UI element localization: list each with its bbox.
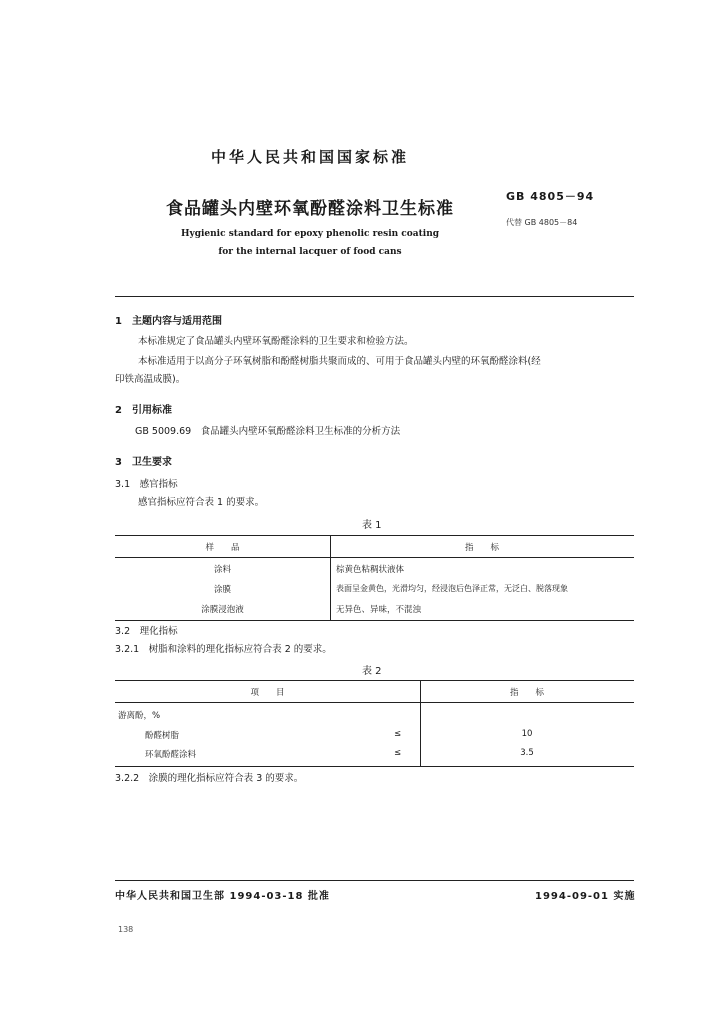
table-1-row-2-index: 表面呈金黄色，光滑均匀，经浸泡后色泽正常，无泛白、脱落现象: [336, 584, 568, 593]
page-number: 138: [118, 925, 134, 934]
section-3-heading: 3 卫生要求: [115, 457, 172, 468]
table-2-header-item: 项 目: [250, 688, 285, 698]
table-2-caption: 表 2: [362, 666, 382, 677]
table-1-header-rule: [115, 557, 634, 558]
table-1-header-index: 指 标: [464, 543, 499, 553]
nation-standard-heading: 中华人民共和国国家标准: [210, 148, 409, 166]
section-3-1-text: 感官指标应符合表 1 的要求。: [138, 497, 265, 508]
section-3-1-heading: 3.1 感官指标: [115, 479, 178, 490]
table-2-bottom-rule: [115, 766, 634, 767]
section-1-paragraph-2b: 印铁高温成膜)。: [115, 374, 186, 385]
effective-date-line: 1994-09-01 实施: [535, 891, 636, 902]
section-1-heading: 1 主题内容与适用范围: [115, 316, 222, 327]
approval-line: 中华人民共和国卫生部 1994-03-18 批准: [115, 891, 330, 902]
section-3-2-1-text: 3.2.1 树脂和涂料的理化指标应符合表 2 的要求。: [115, 644, 332, 655]
table-2-header-rule: [115, 702, 634, 703]
table-1-row-2-sample: 涂膜: [213, 585, 231, 595]
section-1-paragraph-1: 本标准规定了食品罐头内壁环氧酚醛涂料的卫生要求和检验方法。: [138, 336, 414, 347]
section-3-2-2-text: 3.2.2 涂膜的理化指标应符合表 3 的要求。: [115, 773, 304, 784]
table-2-row-1-operator: ≤: [394, 729, 402, 739]
table-1-row-3-index: 无异色、异味，不混浊: [336, 605, 422, 615]
standard-title-cn: 食品罐头内壁环氧酚醛涂料卫生标准: [166, 199, 454, 219]
table-1-bottom-rule: [115, 620, 634, 621]
footer-divider: [115, 880, 634, 881]
table-2-row-2-operator: ≤: [394, 748, 402, 758]
section-2-reference: GB 5009.69 食品罐头内壁环氧酚醛涂料卫生标准的分析方法: [135, 426, 401, 437]
table-1-header-sample: 样 品: [205, 543, 240, 553]
table-2-row-1-item: 酚醛树脂: [145, 731, 180, 741]
table-2-header-index: 指 标: [509, 688, 544, 698]
header-divider: [115, 296, 634, 297]
table-2-row-1-value: 10: [521, 729, 533, 739]
section-1-paragraph-2a: 本标准适用于以高分子环氧树脂和酚醛树脂共聚而成的、可用于食品罐头内壁的环氧酚醛涂料(经: [138, 356, 541, 367]
table-2-row-2-value: 3.5: [520, 748, 534, 758]
section-2-heading: 2 引用标准: [115, 405, 172, 416]
table-1-caption: 表 1: [362, 520, 382, 531]
table-2-top-rule: [115, 680, 634, 681]
standard-code: GB 4805－94: [506, 190, 595, 203]
table-1-row-1-sample: 涂料: [213, 565, 231, 575]
table-1-row-1-index: 棕黄色粘稠状液体: [336, 565, 405, 575]
section-3-2-heading: 3.2 理化指标: [115, 626, 178, 637]
replaces-code: 代替 GB 4805－84: [506, 218, 578, 227]
table-2-group-label: 游离酚，%: [118, 711, 161, 721]
standard-title-en-line2: for the internal lacquer of food cans: [218, 247, 402, 257]
standard-title-en-line1: Hygienic standard for epoxy phenolic resin coating: [180, 229, 440, 239]
table-1-top-rule: [115, 535, 634, 536]
table-2-row-2-item: 环氧酚醛涂料: [145, 750, 197, 760]
table-1-row-3-sample: 涂膜浸泡液: [201, 605, 244, 615]
